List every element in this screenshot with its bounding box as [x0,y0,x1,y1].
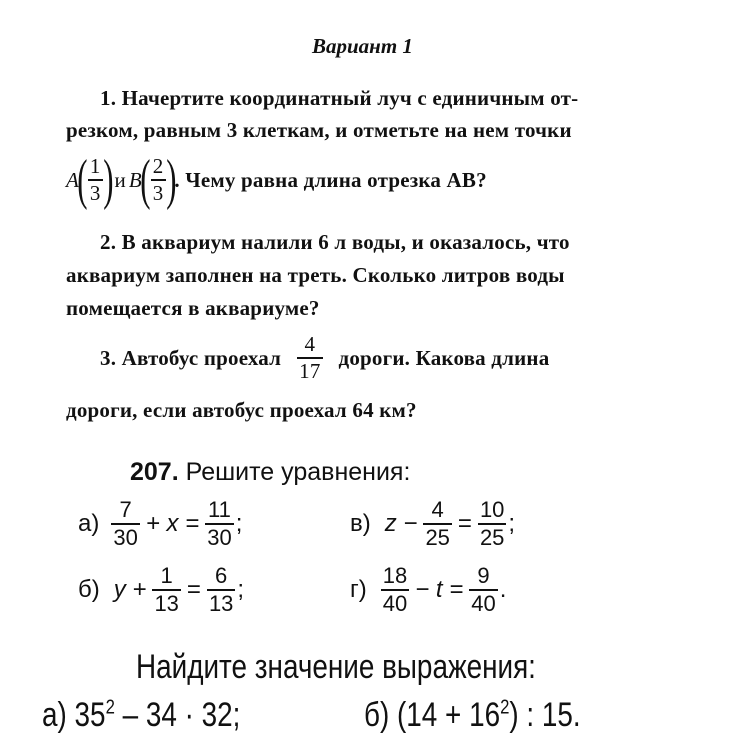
equation-g-mid: − t = [415,576,464,603]
expr-b-label: б) [364,696,390,734]
equation-g-end: . [499,576,507,603]
task207-number: 207. [130,458,179,486]
equation-v-frac1-den: 25 [425,525,450,550]
equation-v-frac1-num: 4 [431,497,444,522]
equation-b-frac1-num: 1 [160,563,173,588]
expr-heading: Найдите значение выражения: [136,648,536,686]
equation-a-mid: + x = [145,510,200,537]
task3-den: 17 [299,359,321,383]
equation-g [350,560,506,620]
expr-a-rest: – 34 · 32; [114,696,241,734]
expr-a [42,696,240,735]
equation-g-label: г) [350,576,367,603]
fraction-a-den: 3 [89,181,101,205]
equation-v-frac2-num: 10 [479,497,505,522]
equation-b-frac1 [152,565,180,615]
fraction-a-num: 1 [89,154,101,178]
expr-b-open: (14 + 16 [397,696,501,734]
equation-v-frac1 [423,499,451,549]
equation-a [78,494,242,554]
point-a-label: A [66,167,80,192]
equation-v-end: ; [508,510,516,537]
equation-b-frac2-den: 13 [208,591,234,616]
expr-b-exp: 2 [500,696,510,719]
task1-line2: резком, равным 3 клеткам, и отметьте на нем точки [66,118,572,142]
equation-g-frac1-den: 40 [382,591,408,616]
equation-v [350,494,515,554]
equation-v-pre: z − [384,510,418,537]
equation-b-pre: y + [113,576,147,603]
expr-a-exp: 2 [105,696,115,719]
expr-b [364,696,581,735]
task3-fraction [297,334,322,382]
expr-a-base: 35 [74,696,106,734]
equation-a-frac2-den: 30 [207,525,232,550]
equation-g-frac1 [381,565,409,615]
equation-g-frac2-den: 40 [471,591,496,616]
equation-g-frac2 [469,565,497,615]
equation-v-mid: = [457,510,472,537]
task1-line3 [66,148,487,212]
task3-line1 [100,328,549,388]
task2-line1: 2. В аквариум налили 6 л воды, и оказалось, что [100,230,570,254]
task2-line2: аквариум заполнен на треть. Сколько литров воды [66,263,565,287]
paren-open: ( [77,149,88,211]
fraction-a [88,156,103,204]
paren-close: ) [102,149,114,211]
fraction-b [151,156,166,204]
paren-close: ) [165,149,177,211]
task3-before: 3. Автобус проехал [100,345,282,370]
task1-line1: 1. Начертите координатный луч с единичным от- [100,86,579,110]
fraction-b-num: 2 [152,154,164,178]
task3-after: дороги. Какова длина [338,345,550,370]
equation-a-frac1-den: 30 [113,525,138,550]
equation-g-frac2-num: 9 [477,563,490,588]
equation-b-mid: = [186,576,201,603]
expr-a-label: а) [42,696,67,734]
task207-heading-row [130,458,410,487]
paren-open: ( [140,149,151,211]
equation-b-end: ; [237,576,245,603]
equation-a-label: а) [78,510,100,537]
equation-b-frac1-den: 13 [154,591,179,616]
task207-heading: Решите уравнения: [185,458,411,486]
equation-b [78,560,244,620]
equation-a-frac1 [111,499,139,549]
equation-a-end: ; [235,510,243,537]
equation-b-frac2-num: 6 [215,563,228,588]
equation-v-frac2 [478,499,506,549]
task2-line3: помещается в аквариуме? [66,296,320,320]
equation-a-frac2-num: 11 [208,497,231,522]
task3-line2: дороги, если автобус проехал 64 км? [66,398,417,422]
task1-question: . Чему равна длина отрезка AB? [174,167,487,192]
and-word: и [114,167,126,192]
equation-a-frac1-num: 7 [119,497,132,522]
equation-v-label: в) [350,510,371,537]
equation-v-frac2-den: 25 [479,525,505,550]
expr-b-rest: ) : 15. [509,696,581,734]
point-b-label: B [128,167,142,192]
equation-a-frac2 [205,499,233,549]
fraction-b-den: 3 [152,181,164,205]
variant-title: Вариант 1 [312,34,413,58]
equation-b-frac2 [207,565,235,615]
equation-b-label: б) [78,576,100,603]
equation-g-frac1-num: 18 [382,563,408,588]
task3-num: 4 [304,332,316,356]
